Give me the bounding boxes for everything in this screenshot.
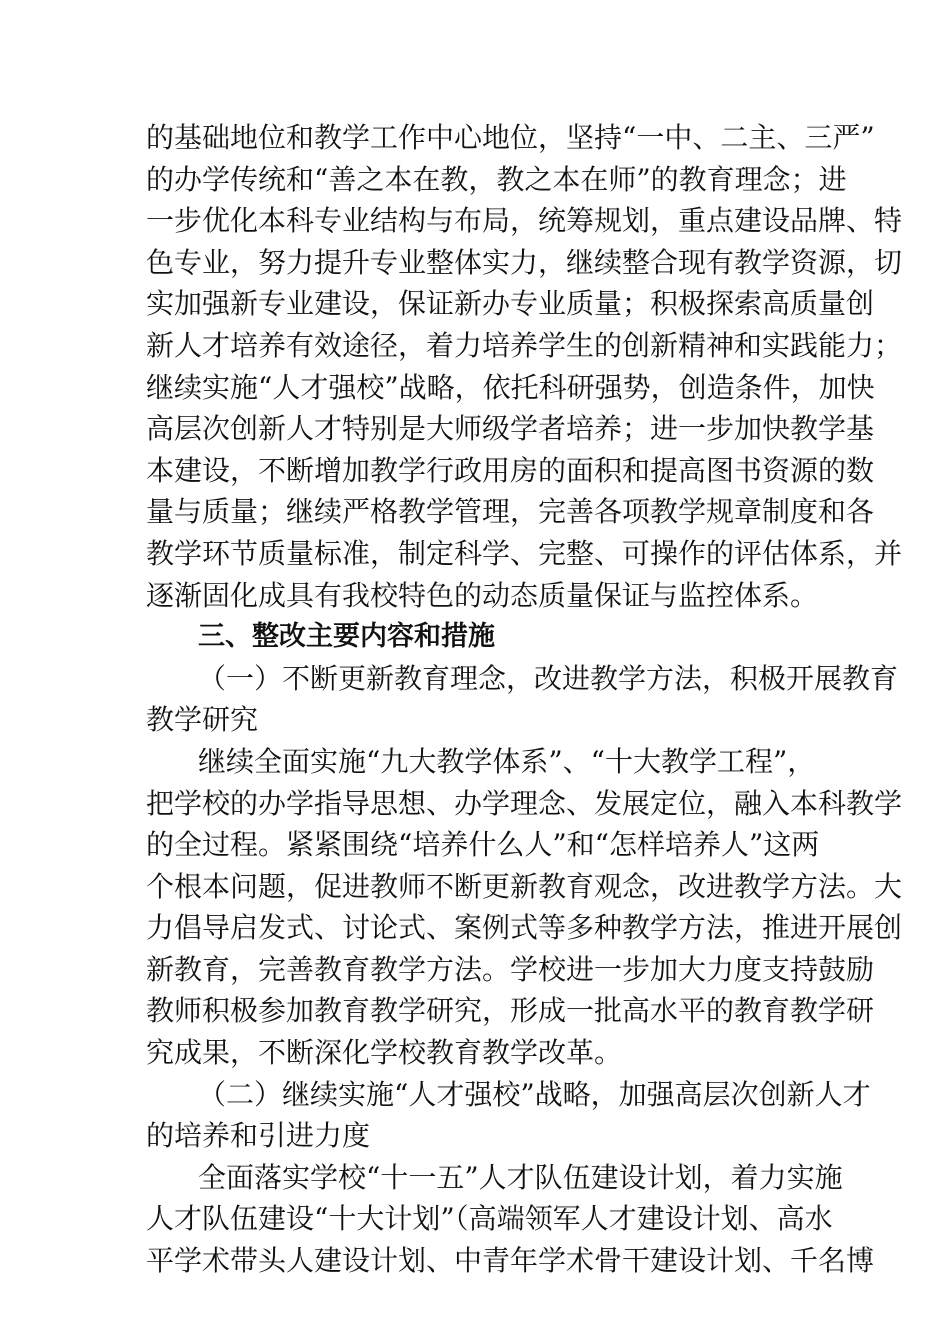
text-line: 继续全面实施“九大教学体系”、“十大教学工程”， [198, 744, 816, 778]
subsection-heading: 的培养和引进力度 [146, 1119, 371, 1153]
text-line: 的办学传统和“善之本在教，教之本在师”的教育理念；进 [146, 162, 847, 196]
text-line: 逐渐固化成具有我校特色的动态质量保证与监控体系。 [146, 578, 819, 612]
text-line: 新人才培养有效途径，着力培养学生的创新精神和实践能力； [146, 328, 903, 362]
text-line: 平学术带头人建设计划、中青年学术骨干建设计划、千名博 [146, 1244, 875, 1278]
text-line: 究成果，不断深化学校教育教学改革。 [146, 1036, 623, 1070]
text-line: 力倡导启发式、讨论式、案例式等多种教学方法，推进开展创 [146, 911, 903, 945]
text-line: 量与质量；继续严格教学管理，完善各项教学规章制度和各 [146, 495, 875, 529]
text-line: 继续实施“人才强校”战略，依托科研强势，创造条件，加快 [146, 370, 875, 404]
text-line: 的全过程。紧紧围绕“培养什么人”和“怎样培养人”这两 [146, 828, 820, 862]
text-line: 本建设，不断增加教学行政用房的面积和提高图书资源的数 [146, 453, 875, 487]
text-line: 的基础地位和教学工作中心地位，坚持“一中、二主、三严” [146, 121, 875, 154]
text-line: 把学校的办学指导思想、办学理念、发展定位，融入本科教学 [146, 786, 903, 820]
subsection-heading: （二）继续实施“人才强校”战略，加强高层次创新人才 [198, 1077, 871, 1111]
text-line: 色专业，努力提升专业整体实力，继续整合现有教学资源，切 [146, 245, 903, 279]
section-heading: 三、整改主要内容和措施 [198, 621, 495, 653]
text-line: 人才队伍建设“十大计划”（高端领军人才建设计划、高水 [146, 1202, 833, 1236]
text-line: 新教育，完善教育教学方法。学校进一步加大力度支持鼓励 [146, 952, 875, 986]
document-body [146, 117, 903, 1282]
subsection-heading: 教学研究 [146, 703, 259, 737]
text-line: 教师积极参加教育教学研究，形成一批高水平的教育教学研 [146, 994, 875, 1028]
text-line: 个根本问题，促进教师不断更新教育观念，改进教学方法。大 [146, 869, 903, 903]
text-line: 教学环节质量标准，制定科学、完整、可操作的评估体系，并 [146, 536, 903, 570]
text-line: 实加强新专业建设，保证新办专业质量；积极探索高质量创 [146, 287, 875, 321]
subsection-heading: （一）不断更新教育理念，改进教学方法，积极开展教育 [198, 661, 899, 695]
text-line: 高层次创新人才特别是大师级学者培养；进一步加快教学基 [146, 412, 875, 446]
text-line: 全面落实学校“十一五”人才队伍建设计划，着力实施 [198, 1160, 843, 1194]
text-line: 一步优化本科专业结构与布局，统筹规划，重点建设品牌、特 [146, 204, 903, 238]
